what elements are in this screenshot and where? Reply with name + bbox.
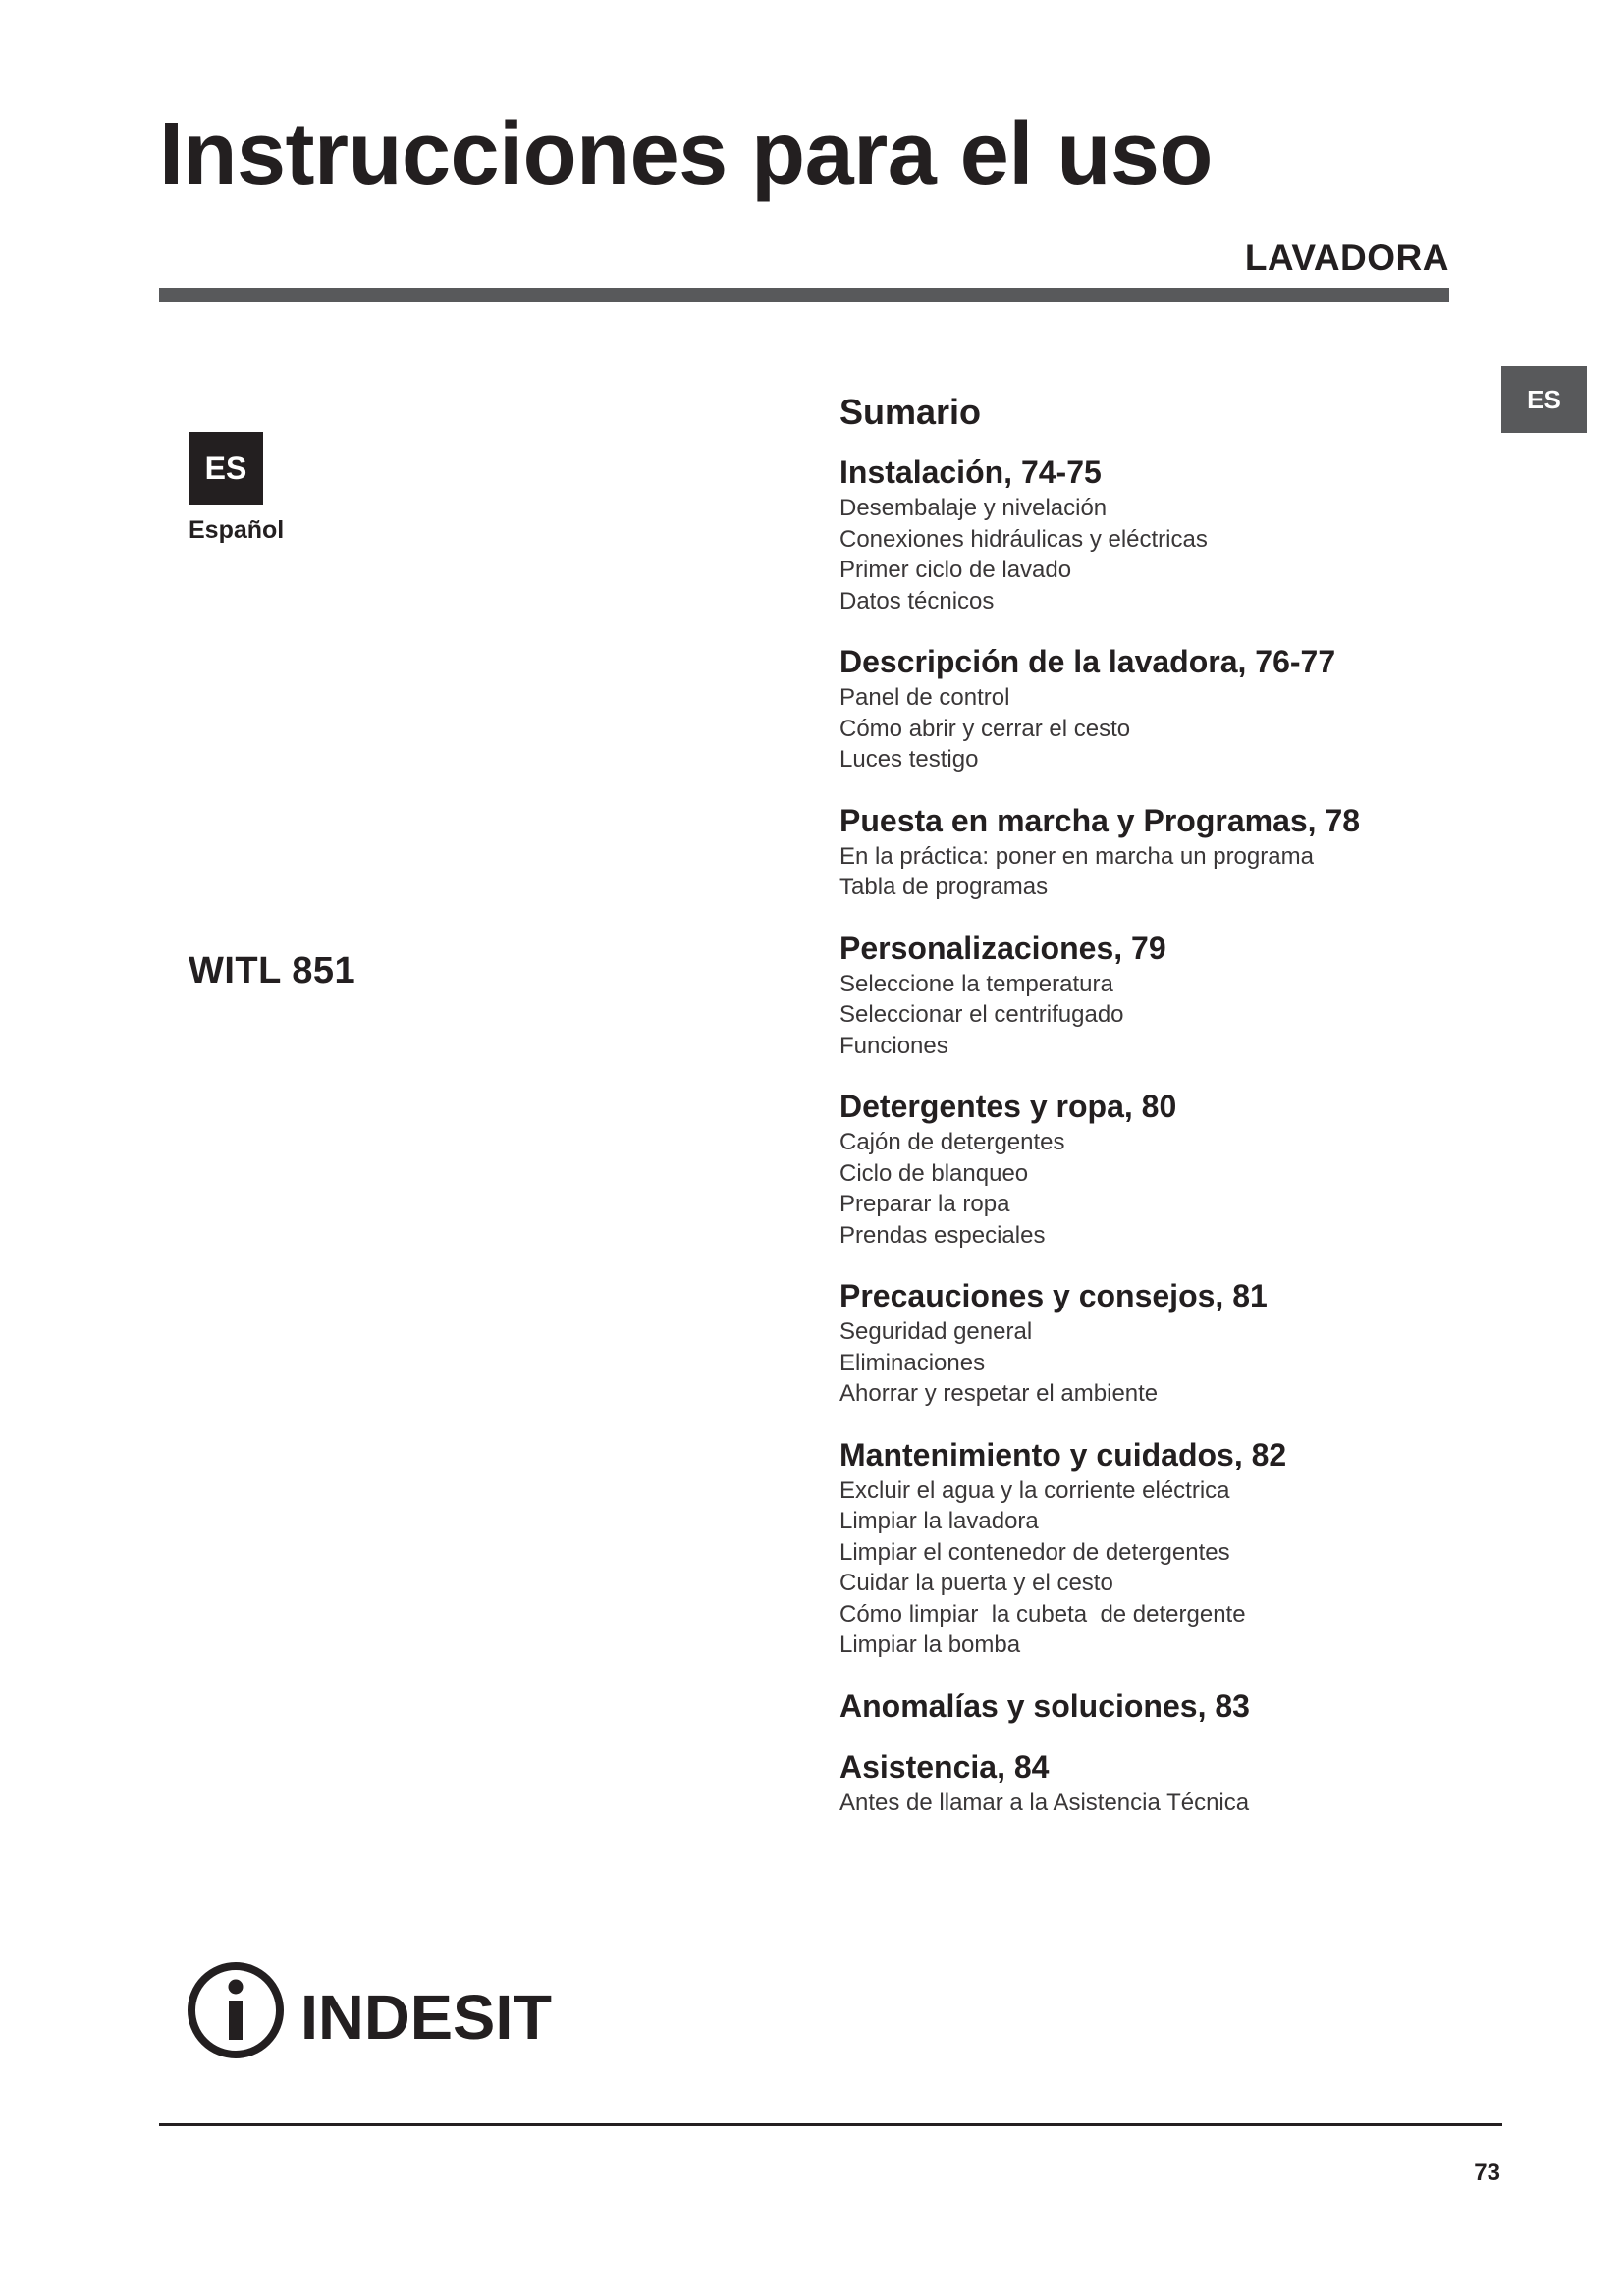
indesit-logo [187,1961,560,2059]
toc-section [839,1748,1448,1819]
toc-heading: Mantenimiento y cuidados, 82 [839,1436,1287,1472]
header-divider [159,288,1449,302]
toc-item: Ciclo de blanqueo [839,1159,1029,1187]
toc-item: Cómo abrir y cerrar el cesto [839,715,1131,742]
toc-item: Datos técnicos [839,587,995,614]
toc-section [839,1091,1448,1251]
brand-name: INDESIT [300,1982,552,2053]
toc-heading: Instalación, 74-75 [839,454,1102,490]
toc-item: Seguridad general [839,1318,1033,1345]
toc-section [839,1436,1448,1661]
toc-item: Cómo limpiar la cubeta de detergente [839,1600,1246,1628]
info-circle-icon [191,1966,280,2055]
page-number: 73 [1474,2160,1500,2186]
toc-item: Tabla de programas [839,874,1049,900]
toc-item: Panel de control [839,684,1010,711]
page-title: Instrucciones para el uso [159,105,1213,203]
toc-heading: Personalizaciones, 79 [839,930,1166,966]
toc-item: Antes de llamar a la Asistencia Técnica [839,1789,1250,1816]
toc-title: Sumario [839,392,982,432]
toc-section [839,1280,1448,1410]
toc-heading: Detergentes y ropa, 80 [839,1089,1177,1124]
toc-item: Seleccione la temperatura [839,970,1113,997]
toc-item: Luces testigo [839,746,979,773]
toc-item: Conexiones hidráulicas y eléctricas [839,525,1208,553]
toc-section [839,1687,1448,1724]
toc-item: Limpiar el contenedor de detergentes [839,1538,1230,1566]
footer-divider [159,2123,1502,2126]
language-side-tab: ES [1501,366,1587,433]
toc-item: Desembalaje y nivelación [839,495,1108,521]
toc-item: Prendas especiales [839,1221,1046,1249]
toc-item: Preparar la ropa [839,1191,1010,1217]
product-type: LAVADORA [1244,238,1449,278]
toc-heading: Asistencia, 84 [839,1748,1050,1785]
language-name: Español [189,516,285,544]
toc-item: Excluir el agua y la corriente eléctrica [839,1476,1230,1504]
toc-item: Ahorrar y respetar el ambiente [839,1380,1159,1407]
toc-heading: Anomalías y soluciones, 83 [839,1687,1250,1724]
table-of-contents [839,392,1448,1847]
toc-item: Cuidar la puerta y el cesto [839,1570,1113,1596]
toc-item: Eliminaciones [839,1349,986,1376]
toc-section [839,802,1448,903]
toc-item: Cajón de detergentes [839,1129,1065,1155]
toc-heading: Puesta en marcha y Programas, 78 [839,802,1361,838]
language-badge: ES [189,432,263,505]
toc-section [839,456,1448,616]
toc-heading: Precauciones y consejos, 81 [839,1278,1268,1313]
toc-item: En la práctica: poner en marcha un programa [839,842,1314,870]
toc-section [839,646,1448,775]
toc-sections [839,456,1448,1818]
model-number: WITL 851 [189,950,356,991]
toc-item: Limpiar la lavadora [839,1508,1039,1534]
toc-item: Seleccionar el centrifugado [839,1001,1124,1028]
toc-item: Funciones [839,1032,948,1059]
toc-item: Primer ciclo de lavado [839,557,1072,583]
toc-heading: Descripción de la lavadora, 76-77 [839,644,1336,679]
toc-item: Limpiar la bomba [839,1631,1021,1658]
toc-section [839,930,1448,1062]
